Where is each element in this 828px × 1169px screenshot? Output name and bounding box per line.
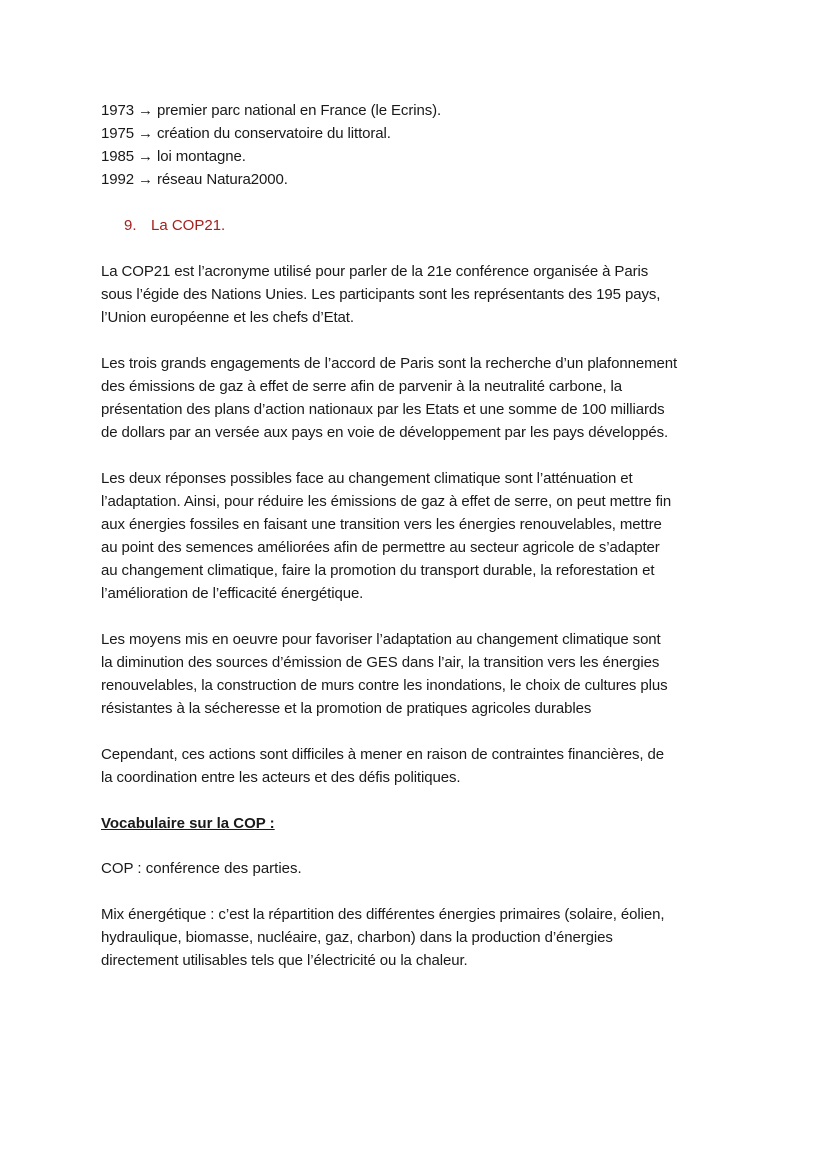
text-line: Les trois grands engagements de l’accord de Paris sont la recherche d’un plafonnement	[101, 355, 678, 372]
paragraph-cop21-definition	[101, 260, 660, 329]
text-line: la coordination entre les acteurs et des défis politiques.	[101, 769, 461, 786]
text-line: Les moyens mis en oeuvre pour favoriser l’adaptation au changement climatique sont	[101, 631, 661, 648]
text-line: Cependant, ces actions sont difficiles à mener en raison de contraintes financières, de	[101, 746, 665, 763]
paragraph-adaptation-means	[101, 628, 668, 720]
timeline-item: 1992 → réseau Natura2000.	[101, 171, 288, 188]
section-heading	[124, 214, 225, 237]
paragraph-engagements	[101, 352, 677, 444]
text-line: aux énergies fossiles en faisant une transition vers les énergies renouvelables, mettre	[101, 516, 662, 533]
text-line: l’amélioration de l’efficacité énergétique.	[101, 585, 364, 602]
section-number: 9.	[124, 217, 137, 234]
text-line: au point des semences améliorées afin de permettre au secteur agricole de s’adapter	[101, 539, 660, 556]
text-line: sous l’égide des Nations Unies. Les participants sont les représentants des 195 pays,	[101, 286, 661, 303]
text-line: hydraulique, biomasse, nucléaire, gaz, charbon) dans la production d’énergies	[101, 929, 613, 946]
text-line: l’Union européenne et les chefs d’Etat.	[101, 309, 354, 326]
section-title: La COP21.	[151, 217, 226, 234]
text-line: directement utilisables tels que l’électricité ou la chaleur.	[101, 952, 468, 969]
paragraph-difficulties	[101, 743, 664, 789]
timeline-item: 1975 → création du conservatoire du littoral.	[101, 125, 391, 142]
timeline-item: 1973 → premier parc national en France (le Ecrins).	[101, 102, 442, 119]
text-line: des émissions de gaz à effet de serre afin de parvenir à la neutralité carbone, la	[101, 378, 623, 395]
text-line: l’adaptation. Ainsi, pour réduire les émissions de gaz à effet de serre, on peut mettre fin	[101, 493, 672, 510]
text-line: la diminution des sources d’émission de GES dans l’air, la transition vers les énergies	[101, 654, 660, 671]
vocabulary-cop: COP : conférence des parties.	[101, 860, 302, 877]
text-line: résistantes à la sécheresse et la promotion de pratiques agricoles durables	[101, 700, 592, 717]
text-line: au changement climatique, faire la promotion du transport durable, la reforestation et	[101, 562, 655, 579]
text-line: de dollars par an versée aux pays en voie de développement par les pays développés.	[101, 424, 669, 441]
text-line: Les deux réponses possibles face au changement climatique sont l’atténuation et	[101, 470, 633, 487]
vocabulary-mix	[101, 903, 664, 972]
text-line: Mix énergétique : c’est la répartition des différentes énergies primaires (solaire, éolien,	[101, 906, 665, 923]
timeline-item: 1985 → loi montagne.	[101, 148, 246, 165]
text-line: renouvelables, la construction de murs contre les inondations, le choix de cultures plus	[101, 677, 668, 694]
timeline-list	[101, 99, 441, 191]
text-line: La COP21 est l’acronyme utilisé pour parler de la 21e conférence organisée à Paris	[101, 263, 649, 280]
text-line: présentation des plans d’action nationaux par les Etats et une somme de 100 milliards	[101, 401, 665, 418]
vocabulary-heading: Vocabulaire sur la COP :	[101, 815, 275, 832]
paragraph-responses	[101, 467, 671, 605]
